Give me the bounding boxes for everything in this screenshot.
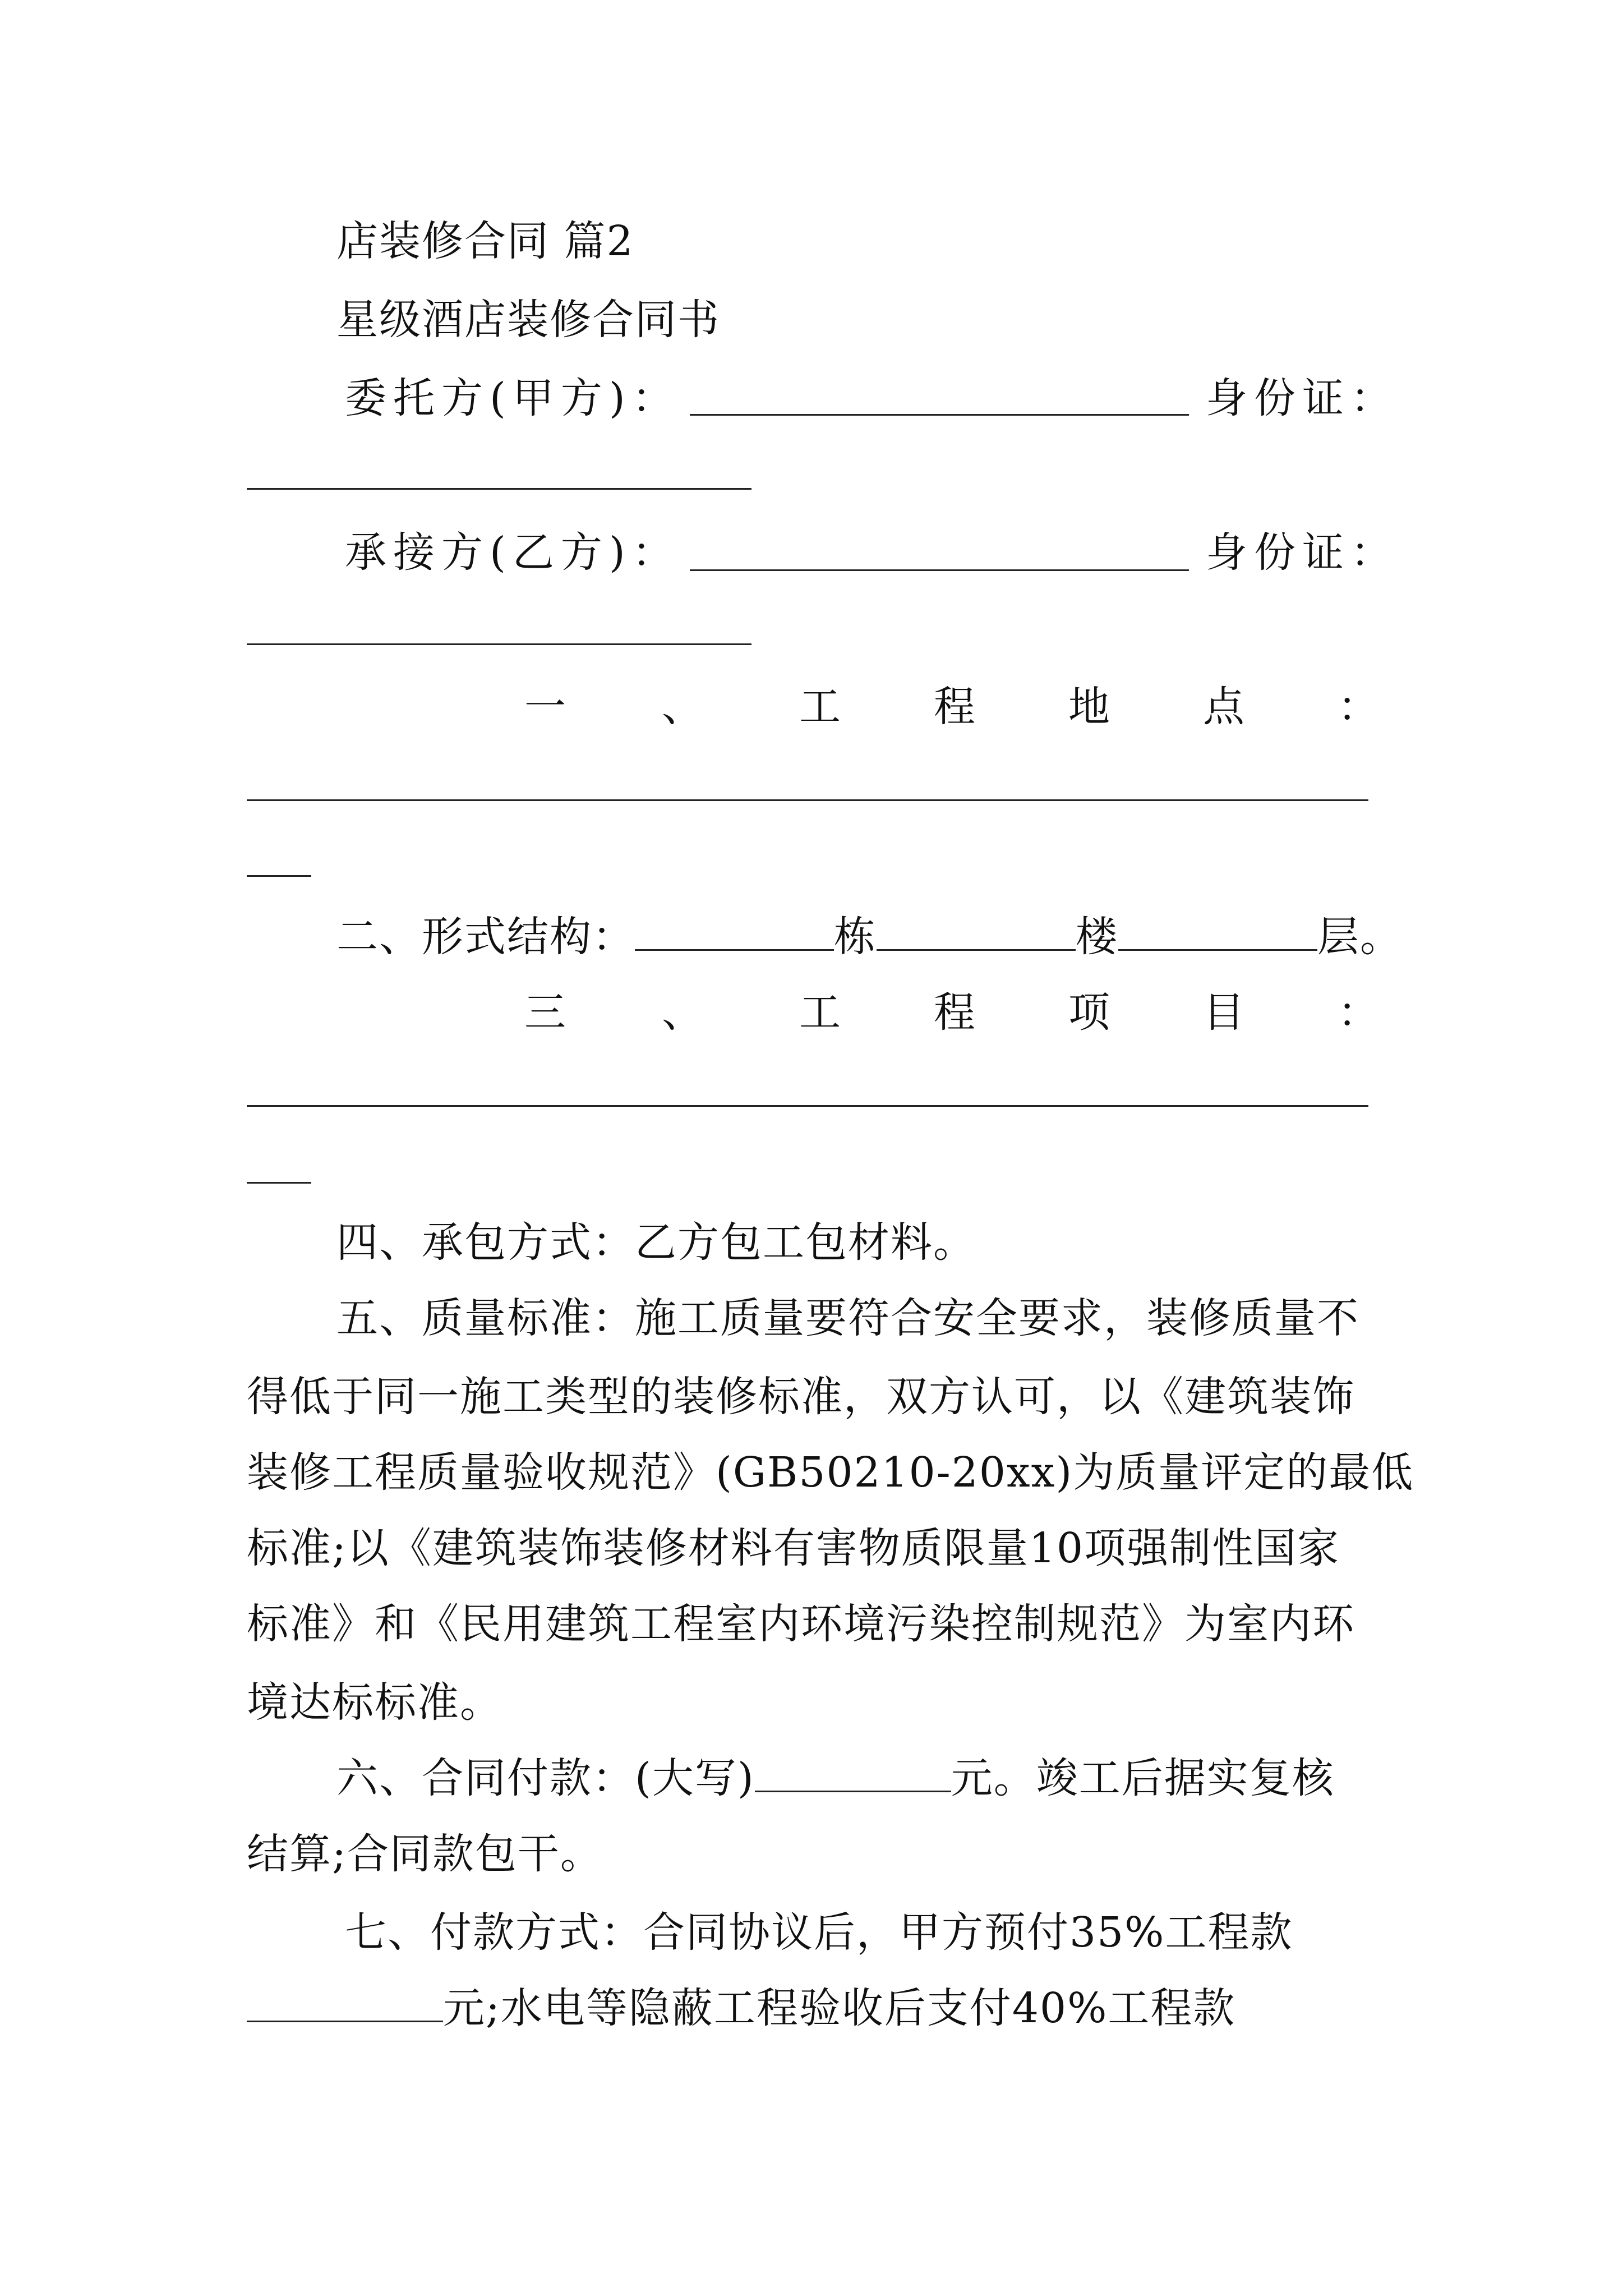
section-3-char: 项 — [1068, 988, 1110, 1037]
section-3-char: 三 — [524, 988, 566, 1037]
section-6-line: 结算;合同款包干。 — [247, 1830, 603, 1878]
section-3-char: 工 — [799, 988, 841, 1037]
doc-subtitle: 星级酒店装修合同书 — [336, 296, 720, 344]
section-3-char: ： — [1338, 988, 1379, 1037]
section-1-blank — [247, 799, 1368, 801]
party-a-id-label: 身份证： — [1206, 374, 1399, 422]
section-5-line: 得低于同一施工类型的装修标准，双方认可，以《建筑装饰 — [247, 1373, 1355, 1421]
floor-blank — [877, 915, 1076, 951]
section-7-suffix: 元;水电等隐蔽工程验收后支付40%工程款 — [443, 1984, 1236, 2032]
section-6-suffix: 元。竣工后据实复核 — [951, 1754, 1335, 1802]
party-b-label: 承接方(乙方)： — [345, 528, 680, 577]
section-3-blank-tail — [247, 1182, 311, 1184]
section-1-char: 点 — [1203, 683, 1244, 731]
section-7-line — [247, 1983, 1235, 2033]
section-1-blank-tail — [247, 875, 311, 877]
party-b-id-label: 身份证： — [1206, 528, 1399, 577]
section-1-char: 工 — [799, 683, 841, 731]
prepay-blank — [247, 1987, 443, 2022]
section-5-line: 境达标标准。 — [247, 1678, 502, 1727]
section-6-line — [336, 1753, 1335, 1803]
section-1-char: 一 — [524, 683, 566, 731]
section-4: 四、承包方式：乙方包工包材料。 — [336, 1218, 976, 1267]
section-1-char: 地 — [1068, 683, 1110, 731]
party-b-name-blank — [690, 569, 1189, 571]
doc-title: 店装修合同 篇2 — [336, 217, 634, 265]
section-2-prefix: 二、形式结构： — [336, 913, 635, 961]
section-3-char: 、 — [662, 988, 703, 1037]
section-3-char: 程 — [934, 988, 975, 1037]
building-blank — [635, 915, 834, 951]
section-1-char: ： — [1338, 683, 1379, 731]
section-2 — [336, 912, 1403, 962]
party-a-id-blank — [247, 488, 751, 490]
section-5-line: 五、质量标准：施工质量要符合安全要求，装修质量不 — [336, 1294, 1359, 1342]
section-3-blank — [247, 1105, 1368, 1107]
section-6-prefix: 六、合同付款：(大写) — [336, 1754, 755, 1802]
section-7-line: 七、付款方式：合同协议后，甲方预付35%工程款 — [345, 1908, 1293, 1957]
section-3-char: 目 — [1203, 988, 1244, 1037]
level-blank — [1118, 915, 1317, 951]
floor-unit: 楼 — [1076, 913, 1118, 961]
party-b-id-blank — [247, 643, 751, 645]
section-1-char: 程 — [934, 683, 975, 731]
section-5-line: 标准》和《民用建筑工程室内环境污染控制规范》为室内环 — [247, 1600, 1355, 1648]
party-a-label: 委托方(甲方)： — [345, 374, 680, 422]
amount-blank — [755, 1757, 951, 1792]
building-unit: 栋 — [834, 913, 877, 961]
section-5-line: 装修工程质量验收规范》(GB50210-20xx)为质量评定的最低 — [247, 1448, 1414, 1497]
party-a-name-blank — [690, 414, 1189, 416]
section-5-line: 标准;以《建筑装饰装修材料有害物质限量10项强制性国家 — [247, 1524, 1340, 1572]
section-1-char: 、 — [662, 683, 703, 731]
level-unit: 层。 — [1317, 913, 1403, 961]
